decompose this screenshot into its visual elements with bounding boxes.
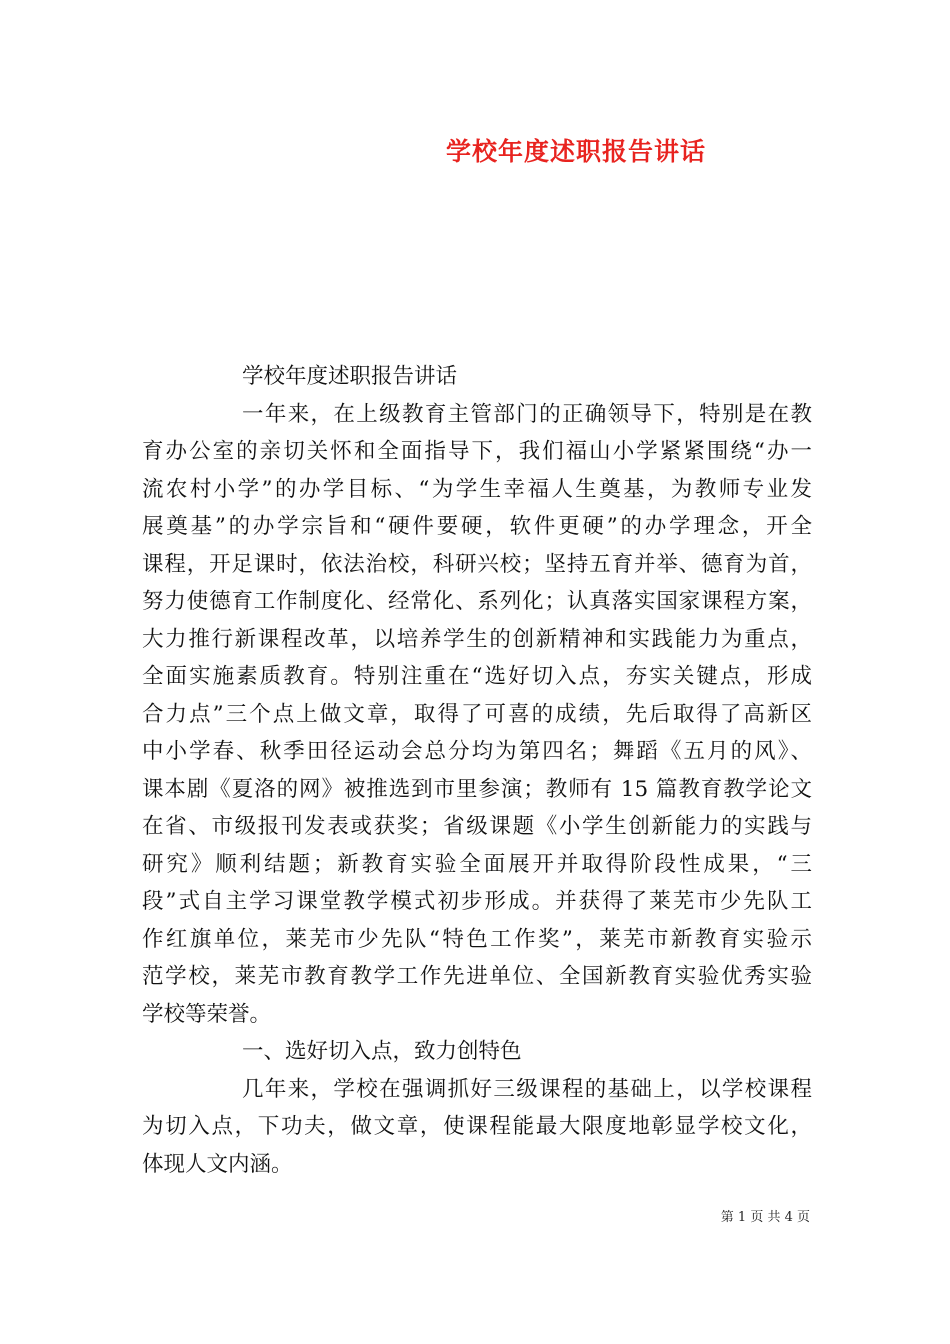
text-line: 课本剧《夏洛的网》被推选到市里参演；教师有 15 篇教育教学论文 <box>142 776 812 802</box>
text-line: 展奠基”的办学宗旨和“硬件要硬，软件更硬”的办学理念，开全 <box>142 514 812 539</box>
page-footer: 第 1 页 共 4 页 <box>720 1210 810 1225</box>
text-line: 课程，开足课时，依法治校，科研兴校；坚持五育并举、德育为首， <box>142 551 812 577</box>
text-line: 段”式自主学习课堂教学模式初步形成。并获得了莱芜市少先队工 <box>142 889 812 914</box>
text-line: 在省、市级报刊发表或获奖；省级课题《小学生创新能力的实践与 <box>142 814 812 839</box>
text-line: 几年来，学校在强调抓好三级课程的基础上，以学校课程 <box>242 1076 812 1102</box>
text-line: 流农村小学”的办学目标、“为学生幸福人生奠基，为教师专业发 <box>142 476 812 502</box>
text-line: 全面实施素质教育。特别注重在“选好切入点，夯实关键点，形成 <box>142 664 812 689</box>
text-line: 一年来，在上级教育主管部门的正确领导下，特别是在教 <box>242 401 812 427</box>
text-line: 育办公室的亲切关怀和全面指导下，我们福山小学紧紧围绕“办一 <box>142 439 812 464</box>
text-line: 大力推行新课程改革，以培养学生的创新精神和实践能力为重点， <box>142 626 812 652</box>
text-line: 研究》顺利结题；新教育实验全面展开并取得阶段性成果，“三 <box>142 851 812 877</box>
text-line: 学校等荣誉。 <box>142 1001 272 1027</box>
text-line: 范学校，莱芜市教育教学工作先进单位、全国新教育实验优秀实验 <box>142 964 812 989</box>
text-line: 作红旗单位，莱芜市少先队“特色工作奖”，莱芜市新教育实验示 <box>142 926 812 952</box>
text-line: 一、选好切入点，致力创特色 <box>242 1039 522 1064</box>
page-title: 学校年度述职报告讲话 <box>445 137 706 166</box>
text-line: 学校年度述职报告讲话 <box>242 364 458 389</box>
text-line: 中小学春、秋季田径运动会总分均为第四名；舞蹈《五月的风》、 <box>142 739 812 764</box>
text-line: 合力点”三个点上做文章，取得了可喜的成绩，先后取得了高新区 <box>142 701 812 727</box>
text-line: 努力使德育工作制度化、经常化、系列化；认真落实国家课程方案， <box>142 589 812 614</box>
text-line: 为切入点，下功夫，做文章，使课程能最大限度地彰显学校文化， <box>142 1114 812 1139</box>
text-line: 体现人文内涵。 <box>142 1151 293 1177</box>
body-text <box>142 358 812 1183</box>
